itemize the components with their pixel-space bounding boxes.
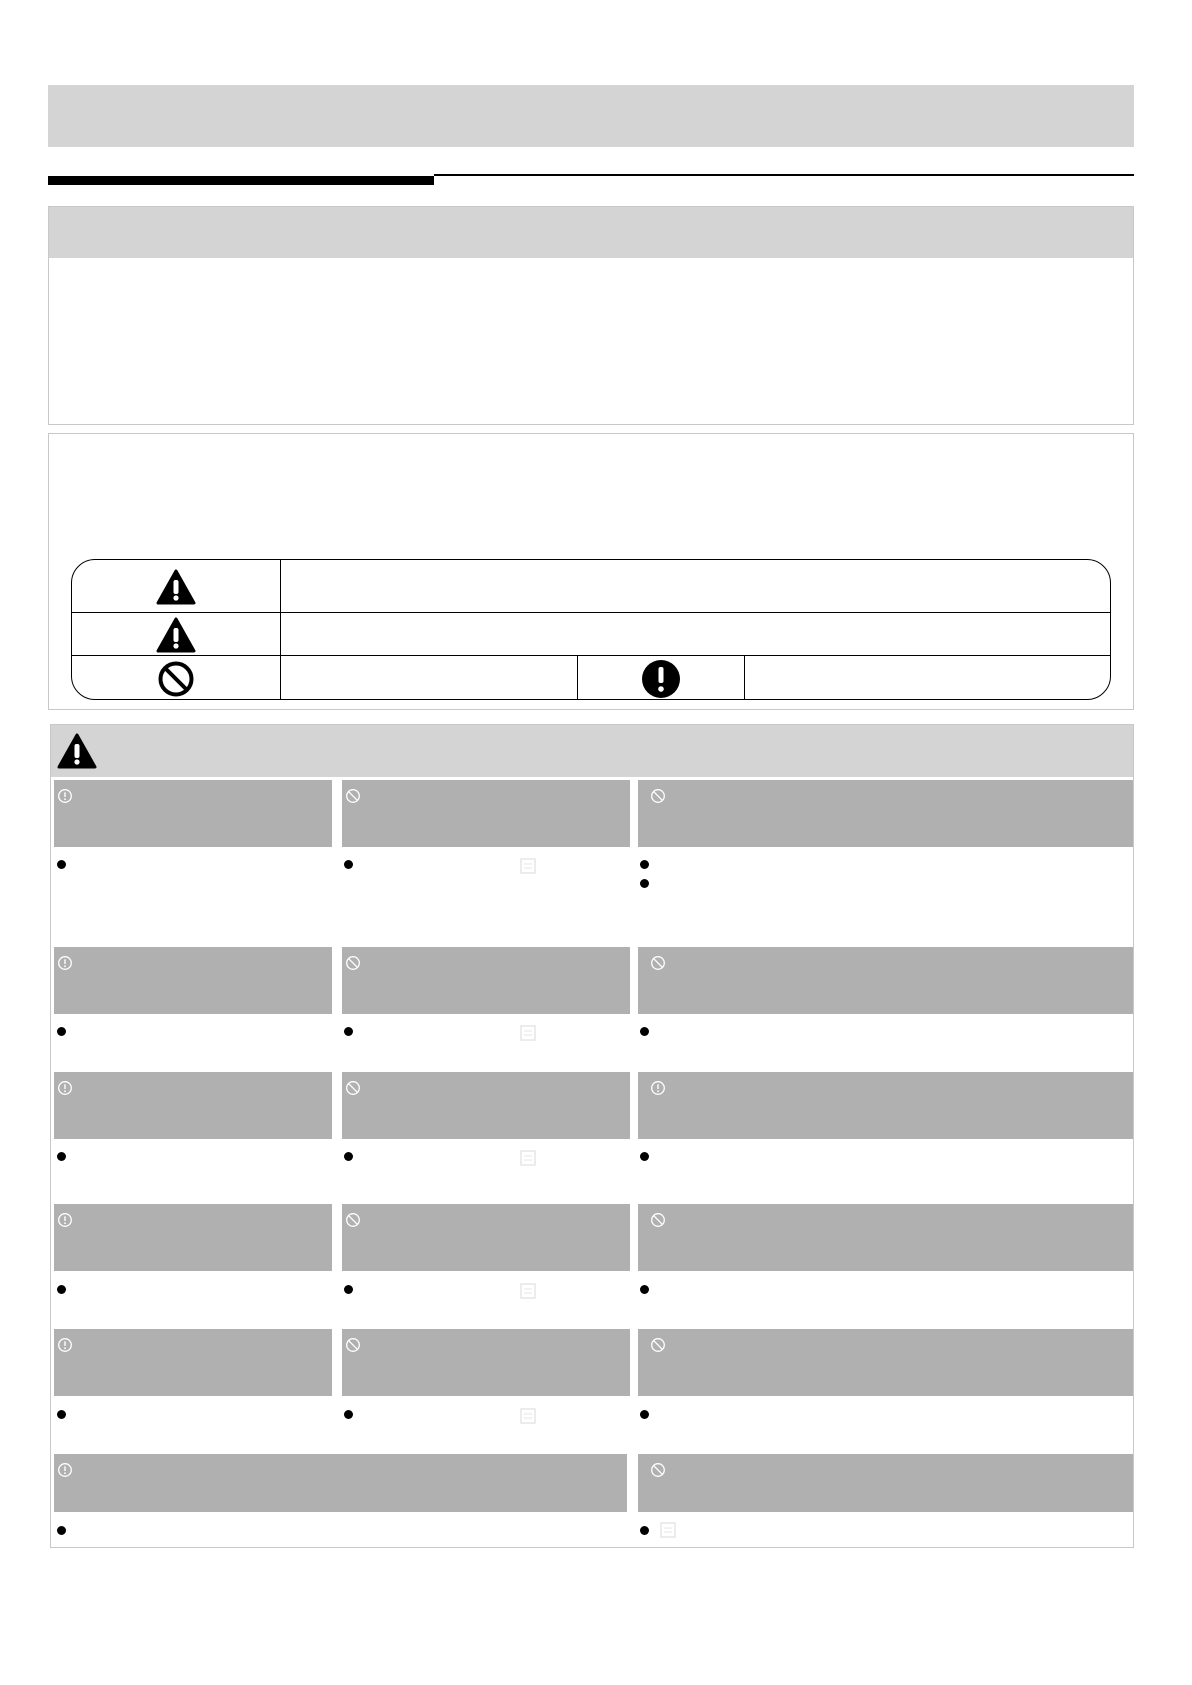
warning-item-header [638,947,1133,1014]
list-bullet [640,1027,649,1036]
mini-prohibition-icon [650,955,666,971]
list-bullet [57,1152,66,1161]
symbol-legend-box [48,433,1134,710]
warning-item-header [342,947,630,1014]
warning-triangle-icon [72,560,280,613]
warning-item-header [638,1072,1133,1139]
warning-section [50,724,1134,1548]
list-bullet [640,879,649,888]
mini-exclamation-icon [57,1212,73,1228]
mini-prohibition-icon [345,955,361,971]
warning-item-header [342,780,630,847]
mini-prohibition-icon [345,1080,361,1096]
warning-triangle-icon [57,733,97,774]
mini-exclamation-icon [650,1080,666,1096]
faint-figure-icon [519,857,537,875]
warning-item-header [638,1204,1133,1271]
list-bullet [344,1027,353,1036]
faint-figure-icon [519,1407,537,1425]
warning-item-header [54,1204,332,1271]
warning-item-header [54,947,332,1014]
warning-item-header [342,1072,630,1139]
list-bullet [640,860,649,869]
mini-exclamation-icon [57,1080,73,1096]
warning-item-header [342,1204,630,1271]
title-rule-thin [434,174,1134,176]
intro-box [48,206,1134,425]
warning-item-header [54,1454,627,1512]
page-title-band [48,85,1134,147]
warning-item-header [638,1329,1133,1396]
faint-figure-icon [519,1024,537,1042]
mini-exclamation-icon [57,788,73,804]
list-bullet [640,1152,649,1161]
list-bullet [640,1526,649,1535]
list-bullet [57,1285,66,1294]
warning-item-header [638,1454,1133,1512]
warning-item-header [342,1329,630,1396]
list-bullet [344,1410,353,1419]
list-bullet [344,860,353,869]
intro-header [49,207,1133,258]
symbol-legend-table [71,559,1111,700]
mini-prohibition-icon [345,1337,361,1353]
mini-prohibition-icon [650,1337,666,1353]
warning-item-header [54,780,332,847]
legend-row-caution [72,613,1110,656]
list-bullet [640,1285,649,1294]
list-bullet [640,1410,649,1419]
title-rule-thick [48,176,434,185]
list-bullet [344,1152,353,1161]
mini-prohibition-icon [650,1462,666,1478]
mini-exclamation-icon [57,1462,73,1478]
caution-triangle-icon [72,613,280,656]
list-bullet [57,1526,66,1535]
faint-figure-icon [519,1282,537,1300]
mandatory-exclamation-icon [578,656,744,700]
warning-item-header [638,780,1133,847]
mini-prohibition-icon [345,788,361,804]
list-bullet [57,860,66,869]
legend-row-warning [72,560,1110,613]
faint-figure-icon [519,1149,537,1167]
list-bullet [57,1027,66,1036]
list-bullet [344,1285,353,1294]
warning-item-header [54,1329,332,1396]
mini-prohibition-icon [345,1212,361,1228]
list-bullet [57,1410,66,1419]
mini-prohibition-icon [650,788,666,804]
warning-section-header [51,725,1133,777]
warning-item-header [54,1072,332,1139]
mini-exclamation-icon [57,955,73,971]
legend-row-symbols [72,656,1110,700]
mini-exclamation-icon [57,1337,73,1353]
mini-prohibition-icon [650,1212,666,1228]
faint-figure-icon [659,1521,677,1539]
prohibition-icon [72,656,280,700]
